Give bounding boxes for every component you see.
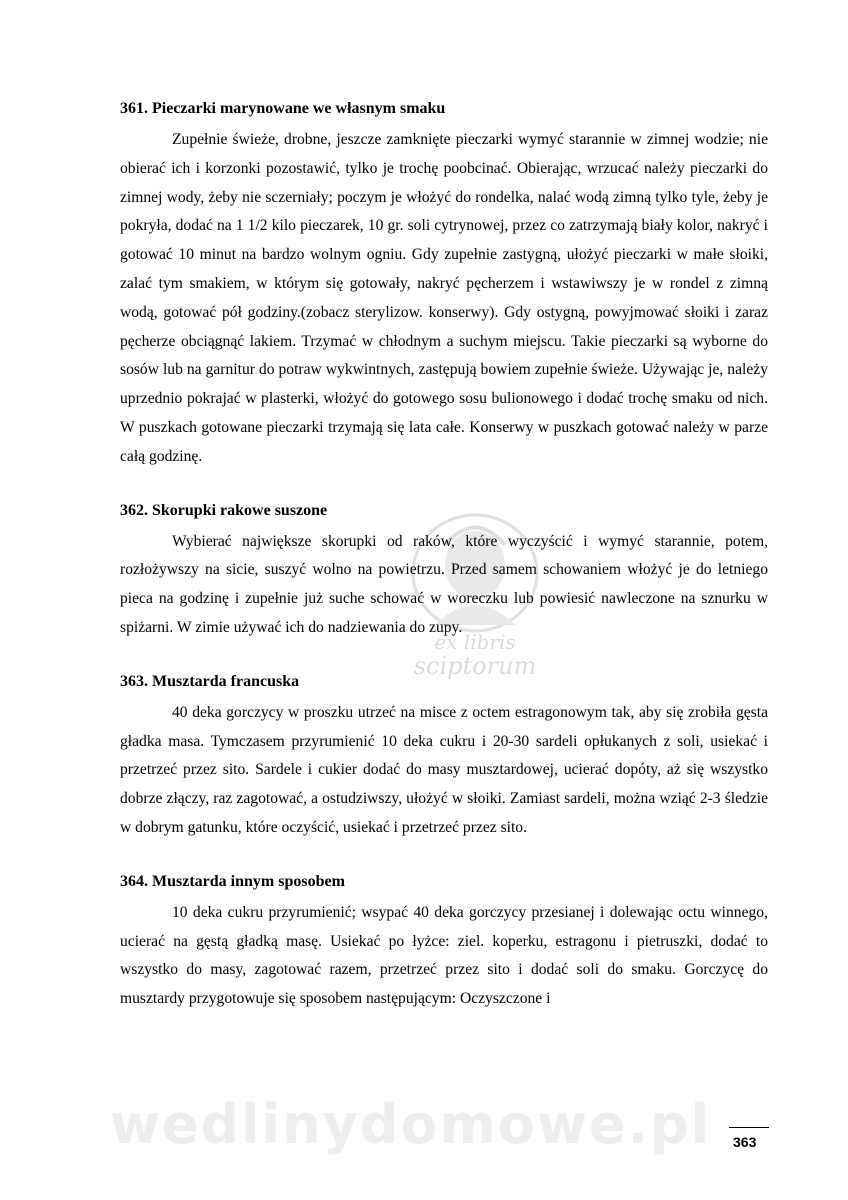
- page-number: 363: [733, 1134, 757, 1150]
- recipe-body: Zupełnie świeże, drobne, jeszcze zamknięte pieczarki wymyć starannie w zimnej wodzie; nie obierać ich i korzonki pozostawić, tylko je trochę poobcinać. Obierając, wrzucać należy pieczarki do zimnej wody, żeby nie sczerniały; poczym je włożyć do rondelka, nalać wodą zimną tylko tyle, żeby je pokryła, dodać na 1 1/2 kilo pieczarek, 10 gr. soli cytrynowej, przez co zatrzymają biały kolor, nakryć i gotować 10 minut na bardzo wolnym ogniu. Gdy zupełnie zastygną, ułożyć pieczarki w małe słoiki, zalać tym smakiem, w którym się gotowały, nakryć pęcherzem i wstawiwszy je w rondel z zimną wodą, gotować pół godziny.(zobacz sterylizow. konserwy). Gdy ostygną, powyjmować słoiki i zaraz pęcherze obciągnąć lakiem. Trzymać w chłodnym a suchym miejscu. Takie pieczarki są wyborne do sosów lub na garnitur do potraw wykwintnych, zastępują bowiem zupełnie świeże. Używając je, należy uprzednio pokrajać w plasterki, włożyć do gotowego sosu bulionowego i dodać trochę smaku od nich. W puszkach gotowane pieczarki trzymają się lata całe. Konserwy w puszkach gotować należy w parze całą godzinę.: [120, 131, 768, 465]
- recipe-heading: 362. Skorupki rakowe suszone: [120, 501, 328, 519]
- recipe-heading: 363. Musztarda francuska: [120, 672, 300, 690]
- footer-divider: [729, 1127, 769, 1128]
- recipe-body: 10 deka cukru przyrumienić; wsypać 40 deka gorczycy przesianej i dolewając octu winnego, ucierać na gęstą gładką masę. Usiekać po łyżce: ziel. koperku, estragonu i pietruszki, dodać to wszystko do masy, zagotować razem, przetrzeć przez sito i dodać soli do smaku. Gorczycę do musztardy przygotowuje się sposobem następującym: Oczyszczone i: [120, 903, 768, 1008]
- recipe-section: [120, 98, 768, 472]
- page-content: [120, 98, 768, 1014]
- recipe-body: Wybierać największe skorupki od raków, które wyczyścić i wymyć starannie, potem, rozłożywszy na sicie, suszyć wolno na powietrzu. Przed samem schowaniem włożyć je do letniego pieca na godzinę i zupełnie już suche schować w woreczku lub powiesić nawleczone na sznurku w spiżarni. W zimie używać ich do nadziewania do zupy.: [120, 532, 768, 636]
- recipe-section: [120, 871, 768, 1014]
- recipe-section: [120, 671, 768, 843]
- recipe-section: [120, 500, 768, 643]
- seal-text-line2: sciptorum: [413, 652, 537, 680]
- site-watermark: wedlinydomowe.pl: [110, 1093, 712, 1156]
- recipe-body: 40 deka gorczycy w proszku utrzeć na misce z octem estragonowym tak, aby się zrobiła gęsta gładka masa. Tymczasem przyrumienić 10 deka cukru i 20-30 sardeli opłukanych z soli, usiekać i przetrzeć przez sito. Sardele i cukier dodać do masy musztardowej, ucierać dopóty, aż się wszystko dobrze złączy, raz zagotować, a ostudziwszy, ułożyć w słoiki. Zamiast sardeli, można wziąć 2-3 śledzie w dobrym gatunku, które oczyścić, usiekać i przetrzeć przez sito.: [120, 703, 768, 836]
- seal-text-line1: ex libris: [434, 630, 516, 654]
- recipe-heading: 361. Pieczarki marynowane we własnym smaku: [120, 100, 446, 117]
- recipe-heading: 364. Musztarda innym sposobem: [120, 872, 345, 890]
